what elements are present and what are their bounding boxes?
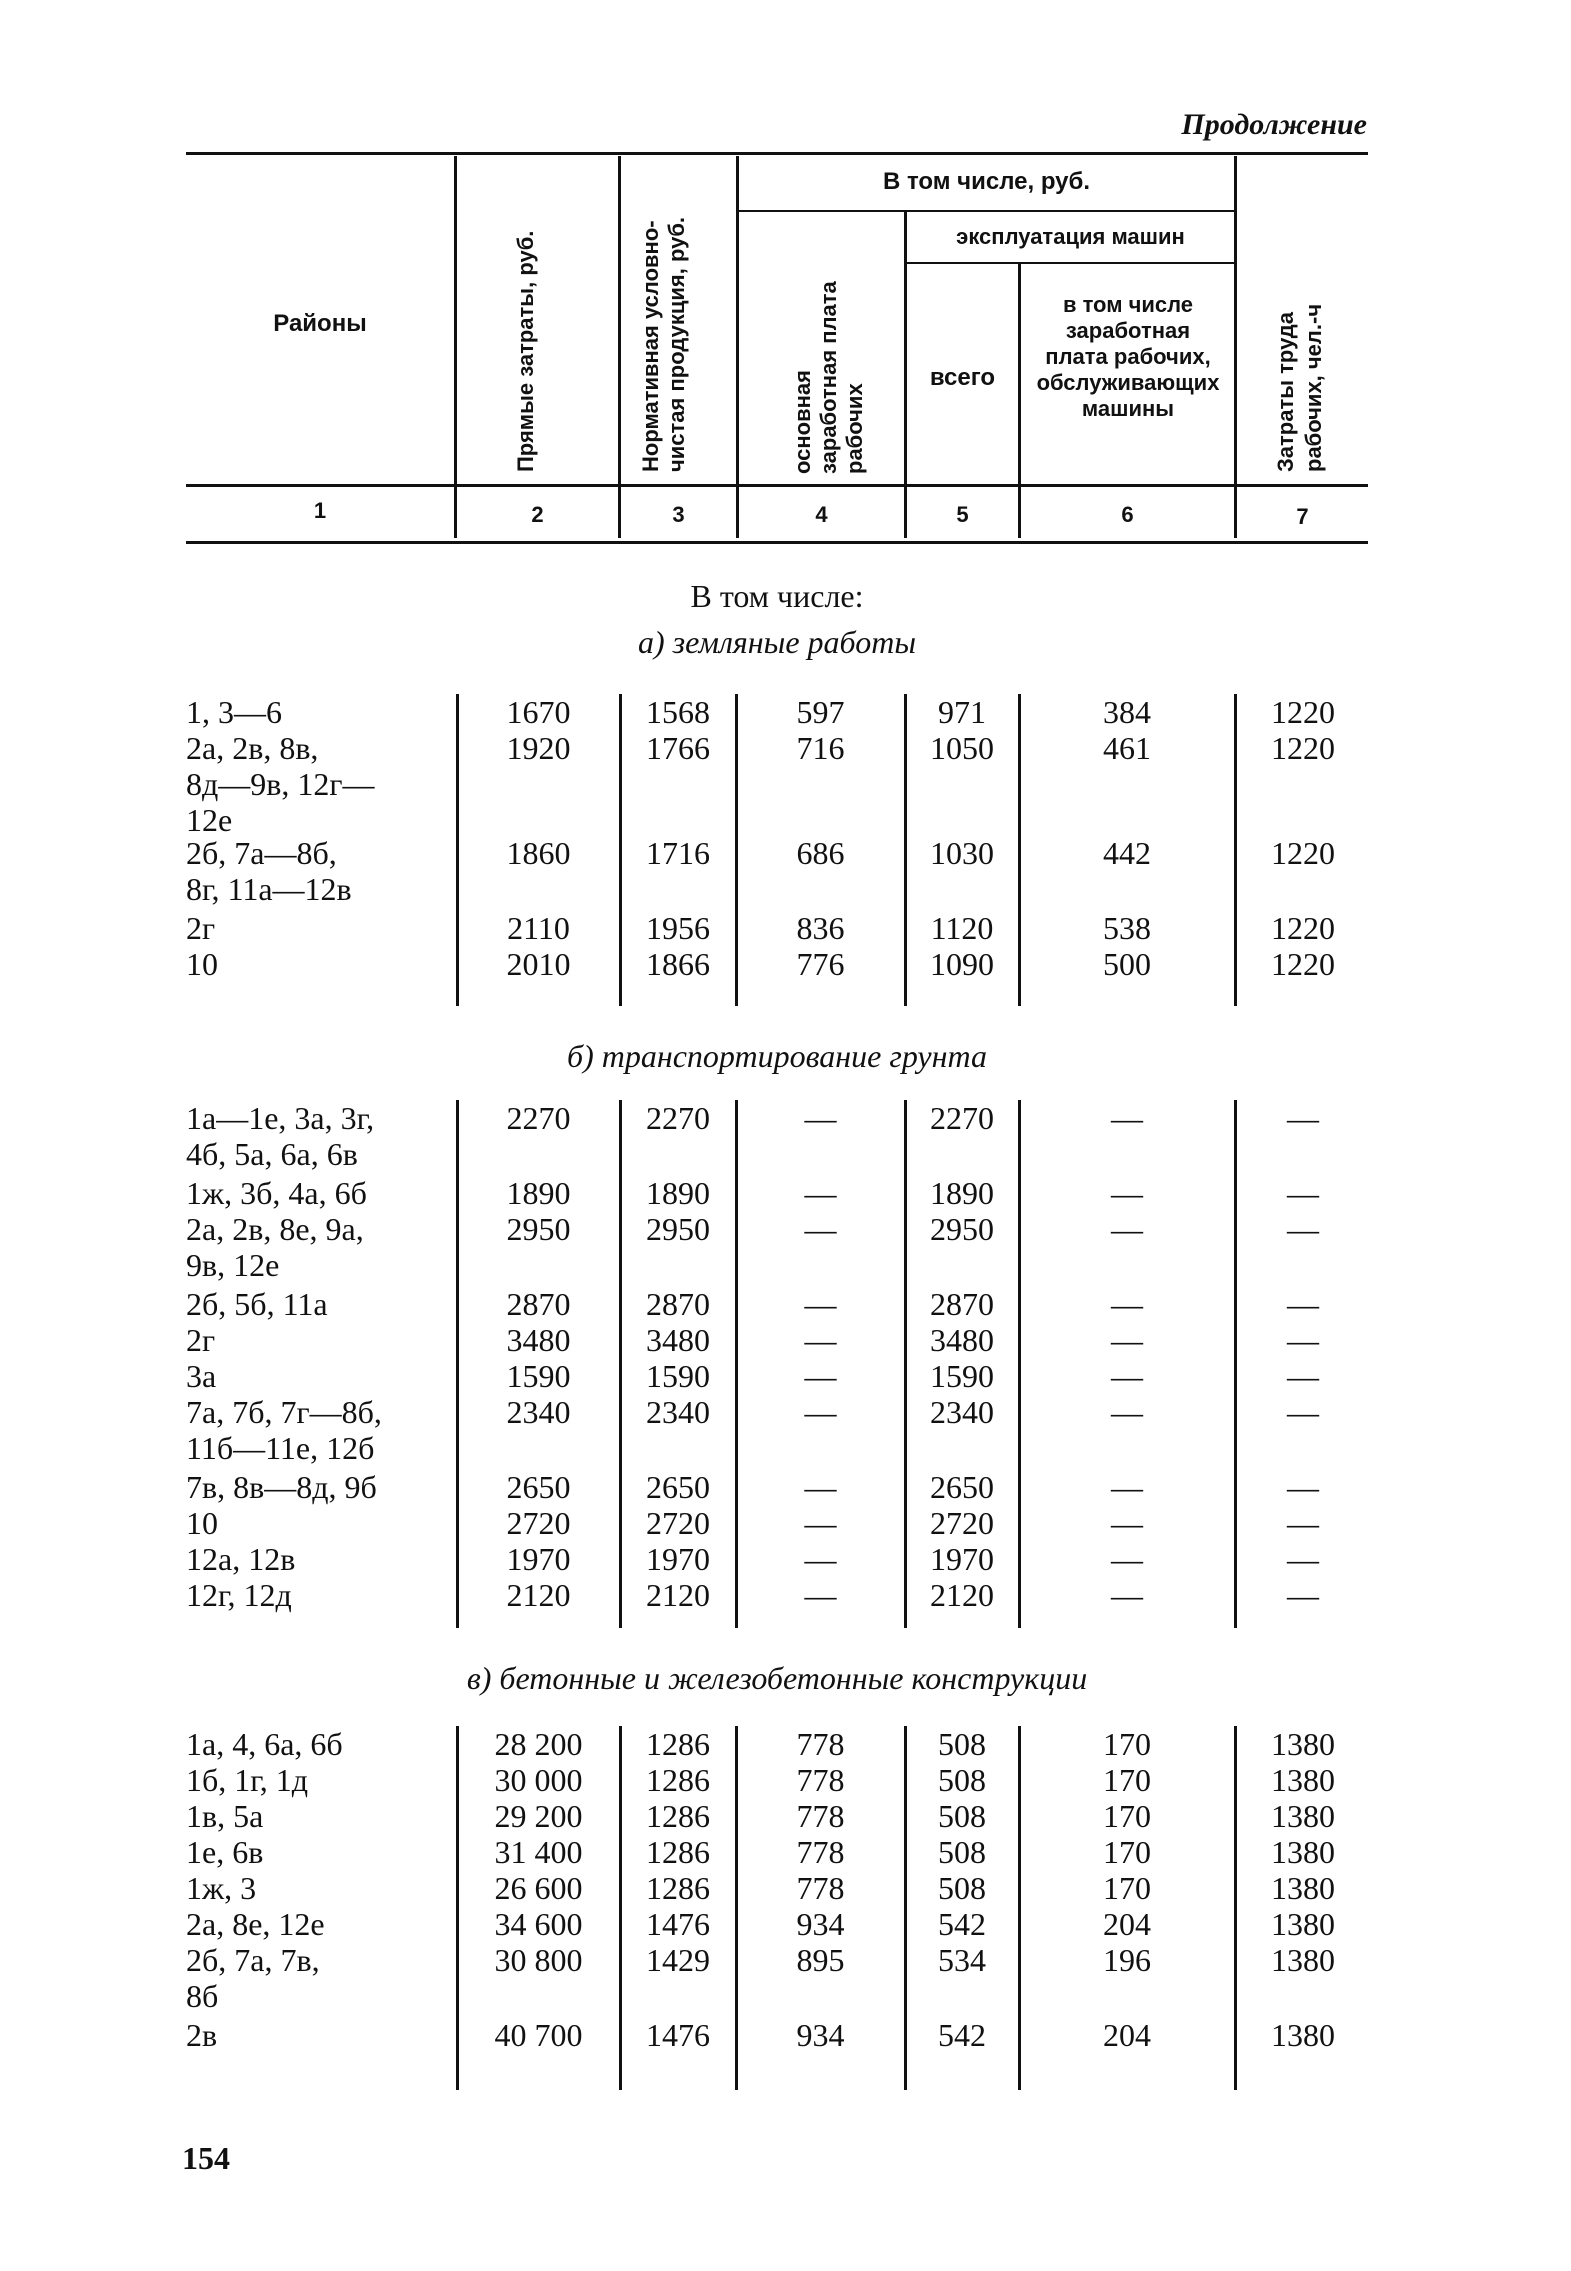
value-cell-c2: 1920 — [506, 730, 571, 766]
value-cell-c2: 30 800 — [494, 1942, 583, 1978]
value-cell-c6: 196 — [1103, 1942, 1151, 1978]
value-cell-c7: — — [1287, 1541, 1319, 1577]
value-cell-c4: 778 — [796, 1834, 845, 1870]
value-cell-c6: — — [1111, 1577, 1143, 1613]
value-cell-c7: 1220 — [1271, 730, 1335, 766]
value-cell-c6: 461 — [1103, 730, 1151, 766]
value-cell-c6: 538 — [1103, 910, 1151, 946]
header-machine-operator-wages: в том числе заработная плата рабочих, обслуживающих машины — [1036, 292, 1220, 421]
value-cell-c7: 1220 — [1271, 694, 1335, 730]
value-cell-c6: 170 — [1103, 1798, 1151, 1834]
region-cell: 2а, 8е, 12е — [186, 1906, 325, 1942]
column-divider — [904, 1100, 907, 1628]
region-cell: 7в, 8в—8д, 9б — [186, 1469, 377, 1505]
column-divider — [619, 1726, 622, 2090]
value-cell-c2: 31 400 — [494, 1834, 583, 1870]
value-cell-c4: 778 — [796, 1798, 845, 1834]
value-cell-c6: — — [1111, 1358, 1143, 1394]
region-cell: 2г — [186, 1322, 216, 1358]
value-cell-c2: 28 200 — [494, 1726, 583, 1762]
value-cell-c4: — — [804, 1286, 837, 1322]
value-cell-c3: 1286 — [646, 1834, 710, 1870]
value-cell-c4: 686 — [796, 835, 845, 871]
value-cell-c2: 2950 — [506, 1211, 571, 1247]
header-machines-group: эксплуатация машин — [956, 224, 1185, 249]
value-cell-c4: — — [804, 1322, 837, 1358]
value-cell-c2: 1590 — [506, 1358, 571, 1394]
value-cell-c3: 2270 — [646, 1100, 710, 1136]
value-cell-c3: 3480 — [646, 1322, 710, 1358]
column-divider — [904, 1726, 907, 2090]
region-cell: 7а, 7б, 7г—8б, 11б—11е, 12б — [186, 1394, 382, 1466]
value-cell-c2: 2340 — [506, 1394, 571, 1430]
value-cell-c5: 1970 — [930, 1541, 994, 1577]
value-cell-c4: 778 — [796, 1726, 845, 1762]
value-cell-c5: 1090 — [930, 946, 994, 982]
value-cell-c3: 1568 — [646, 694, 710, 730]
value-cell-c7: — — [1287, 1175, 1319, 1211]
value-cell-c4: 836 — [796, 910, 845, 946]
value-cell-c3: 1766 — [646, 730, 710, 766]
value-cell-c5: 1590 — [930, 1358, 994, 1394]
value-cell-c6: — — [1111, 1394, 1143, 1430]
value-cell-c6: — — [1111, 1505, 1143, 1541]
column-number-5: 5 — [956, 502, 969, 527]
region-cell: 1е, 6в — [186, 1834, 264, 1870]
value-cell-c5: 534 — [938, 1942, 986, 1978]
value-cell-c3: 1970 — [646, 1541, 710, 1577]
value-cell-c3: 1866 — [646, 946, 710, 982]
value-cell-c7: — — [1287, 1286, 1319, 1322]
header-normative-product: Нормативная условно-чистая продукция, руб. — [638, 216, 689, 472]
region-cell: 12г, 12д — [186, 1577, 292, 1613]
value-cell-c4: 776 — [796, 946, 845, 982]
value-cell-c5: 971 — [938, 694, 986, 730]
region-cell: 2а, 2в, 8е, 9а, 9в, 12е — [186, 1211, 364, 1283]
value-cell-c3: 2870 — [646, 1286, 710, 1322]
value-cell-c6: — — [1111, 1286, 1143, 1322]
value-cell-c4: — — [804, 1211, 837, 1247]
column-number-1: 1 — [313, 498, 327, 523]
value-cell-c7: 1220 — [1271, 835, 1335, 871]
value-cell-c6: 204 — [1103, 2017, 1151, 2053]
region-cell: 2б, 7а, 7в, 8б — [186, 1942, 320, 2014]
value-cell-c4: 597 — [796, 694, 845, 730]
value-cell-c6: — — [1111, 1211, 1143, 1247]
value-cell-c5: 1030 — [930, 835, 994, 871]
region-cell: 2в — [186, 2017, 218, 2053]
header-including-group: В том числе, руб. — [882, 168, 1091, 195]
value-cell-c2: 26 600 — [494, 1870, 583, 1906]
header-labor-costs: Затраты труда рабочих, чел.-ч — [1273, 303, 1326, 472]
region-cell: 3а — [186, 1358, 217, 1394]
column-divider — [735, 1100, 738, 1628]
value-cell-c7: 1380 — [1271, 1762, 1335, 1798]
value-cell-c5: 508 — [938, 1762, 986, 1798]
value-cell-c5: 508 — [938, 1870, 986, 1906]
value-cell-c6: — — [1111, 1469, 1143, 1505]
value-cell-c3: 1286 — [646, 1798, 710, 1834]
header-direct-costs: Прямые затраты, руб. — [513, 230, 538, 472]
value-cell-c5: 1120 — [930, 910, 994, 946]
region-cell: 1в, 5а — [186, 1798, 264, 1834]
region-cell: 1, 3—6 — [186, 694, 282, 730]
column-divider — [456, 694, 459, 1006]
value-cell-c5: 2720 — [930, 1505, 994, 1541]
value-cell-c2: 29 200 — [494, 1798, 583, 1834]
value-cell-c6: 442 — [1103, 835, 1151, 871]
value-cell-c5: 3480 — [930, 1322, 994, 1358]
value-cell-c7: — — [1287, 1577, 1319, 1613]
value-cell-c7: 1380 — [1271, 1870, 1335, 1906]
region-cell: 1б, 1г, 1д — [186, 1762, 309, 1798]
value-cell-c2: 34 600 — [494, 1906, 583, 1942]
column-divider — [735, 694, 738, 1006]
section-c-title: в) бетонные и железобетонные конструкции — [466, 1660, 1088, 1696]
value-cell-c2: 2120 — [506, 1577, 571, 1613]
column-number-2: 2 — [531, 502, 544, 527]
value-cell-c2: 2010 — [506, 946, 571, 982]
value-cell-c3: 1890 — [646, 1175, 710, 1211]
value-cell-c6: 204 — [1103, 1906, 1151, 1942]
value-cell-c3: 1286 — [646, 1726, 710, 1762]
value-cell-c7: 1220 — [1271, 910, 1335, 946]
value-cell-c4: 934 — [796, 1906, 845, 1942]
value-cell-c5: 2650 — [930, 1469, 994, 1505]
value-cell-c6: 500 — [1103, 946, 1151, 982]
continuation-label: Продолжение — [1181, 108, 1367, 141]
value-cell-c7: — — [1287, 1100, 1319, 1136]
value-cell-c5: 1050 — [930, 730, 994, 766]
value-cell-c3: 1286 — [646, 1762, 710, 1798]
value-cell-c2: 30 000 — [494, 1762, 583, 1798]
value-cell-c7: 1380 — [1271, 1726, 1335, 1762]
region-cell: 2б, 7а—8б, 8г, 11а—12в — [186, 835, 352, 907]
value-cell-c4: 716 — [796, 730, 845, 766]
value-cell-c5: 2870 — [930, 1286, 994, 1322]
value-cell-c7: 1380 — [1271, 1798, 1335, 1834]
column-divider — [1234, 1726, 1237, 2090]
value-cell-c7: — — [1287, 1322, 1319, 1358]
header-base-wages: основная заработная плата рабочих — [790, 281, 867, 474]
value-cell-c6: 170 — [1103, 1834, 1151, 1870]
column-divider — [735, 1726, 738, 2090]
value-cell-c7: — — [1287, 1469, 1319, 1505]
column-divider — [1234, 1100, 1237, 1628]
value-cell-c3: 2650 — [646, 1469, 710, 1505]
value-cell-c7: 1380 — [1271, 2017, 1335, 2053]
region-cell: 10 — [186, 946, 218, 982]
section-c-table — [186, 1726, 1368, 2090]
value-cell-c5: 2270 — [930, 1100, 994, 1136]
value-cell-c7: 1380 — [1271, 1942, 1335, 1978]
value-cell-c4: — — [804, 1175, 837, 1211]
column-divider — [1018, 1726, 1021, 2090]
value-cell-c4: — — [804, 1100, 837, 1136]
value-cell-c6: 170 — [1103, 1870, 1151, 1906]
value-cell-c3: 2950 — [646, 1211, 710, 1247]
value-cell-c4: 934 — [796, 2017, 845, 2053]
value-cell-c5: 2120 — [930, 1577, 994, 1613]
value-cell-c5: 542 — [938, 2017, 986, 2053]
region-cell: 12а, 12в — [186, 1541, 296, 1577]
value-cell-c5: 508 — [938, 1834, 986, 1870]
value-cell-c7: — — [1287, 1211, 1319, 1247]
value-cell-c2: 1670 — [506, 694, 571, 730]
value-cell-c5: 508 — [938, 1726, 986, 1762]
table-header — [186, 152, 1368, 544]
value-cell-c3: 1476 — [646, 1906, 710, 1942]
column-divider — [456, 1726, 459, 2090]
value-cell-c4: 778 — [796, 1762, 845, 1798]
value-cell-c6: — — [1111, 1322, 1143, 1358]
value-cell-c2: 2720 — [506, 1505, 571, 1541]
value-cell-c4: — — [804, 1577, 837, 1613]
value-cell-c2: 2650 — [506, 1469, 571, 1505]
value-cell-c7: 1220 — [1271, 946, 1335, 982]
region-cell: 1ж, 3 — [186, 1870, 257, 1906]
section-a-table — [186, 694, 1368, 1006]
value-cell-c2: 2270 — [506, 1100, 571, 1136]
region-cell: 2а, 2в, 8в, 8д—9в, 12г— 12е — [186, 730, 375, 838]
region-cell: 1ж, 3б, 4а, 6б — [186, 1175, 367, 1211]
column-number-7: 7 — [1296, 504, 1309, 529]
value-cell-c6: 170 — [1103, 1762, 1151, 1798]
value-cell-c2: 2870 — [506, 1286, 571, 1322]
region-cell: 10 — [186, 1505, 218, 1541]
column-divider — [1234, 694, 1237, 1006]
column-number-6: 6 — [1121, 502, 1134, 527]
value-cell-c3: 1956 — [646, 910, 710, 946]
value-cell-c7: — — [1287, 1394, 1319, 1430]
section-b-table — [186, 1100, 1368, 1628]
value-cell-c2: 1890 — [506, 1175, 571, 1211]
page-number: 154 — [182, 2140, 230, 2176]
value-cell-c3: 2340 — [646, 1394, 710, 1430]
value-cell-c5: 2950 — [930, 1211, 994, 1247]
column-divider — [904, 694, 907, 1006]
value-cell-c4: — — [804, 1469, 837, 1505]
value-cell-c2: 1860 — [506, 835, 571, 871]
column-divider — [1018, 694, 1021, 1006]
value-cell-c6: — — [1111, 1541, 1143, 1577]
value-cell-c2: 1970 — [506, 1541, 571, 1577]
value-cell-c2: 2110 — [507, 910, 570, 946]
value-cell-c7: 1380 — [1271, 1834, 1335, 1870]
value-cell-c3: 1476 — [646, 2017, 710, 2053]
region-cell: 1а—1е, 3а, 3г, 4б, 5а, 6а, 6в — [186, 1100, 375, 1172]
value-cell-c4: — — [804, 1394, 837, 1430]
value-cell-c4: — — [804, 1505, 837, 1541]
header-machines-total: всего — [929, 364, 996, 391]
value-cell-c6: 170 — [1103, 1726, 1151, 1762]
value-cell-c3: 1429 — [646, 1942, 710, 1978]
value-cell-c5: 1890 — [930, 1175, 994, 1211]
column-divider — [619, 694, 622, 1006]
value-cell-c2: 3480 — [506, 1322, 571, 1358]
value-cell-c7: — — [1287, 1505, 1319, 1541]
value-cell-c7: 1380 — [1271, 1906, 1335, 1942]
value-cell-c4: — — [804, 1541, 837, 1577]
column-divider — [1018, 1100, 1021, 1628]
section-b-title: б) транспортирование грунта — [566, 1038, 987, 1074]
value-cell-c7: — — [1287, 1358, 1319, 1394]
value-cell-c6: — — [1111, 1175, 1143, 1211]
region-cell: 2б, 5б, 11а — [186, 1286, 328, 1322]
value-cell-c3: 2120 — [646, 1577, 710, 1613]
value-cell-c4: — — [804, 1358, 837, 1394]
region-cell: 1а, 4, 6а, 6б — [186, 1726, 343, 1762]
value-cell-c5: 542 — [938, 1906, 986, 1942]
value-cell-c6: 384 — [1103, 694, 1151, 730]
value-cell-c3: 1716 — [646, 835, 710, 871]
column-divider — [619, 1100, 622, 1628]
value-cell-c2: 40 700 — [494, 2017, 583, 2053]
intro-label: В том числе: — [690, 578, 864, 614]
value-cell-c3: 2720 — [646, 1505, 710, 1541]
value-cell-c5: 2340 — [930, 1394, 994, 1430]
value-cell-c4: 895 — [796, 1942, 845, 1978]
region-cell: 2г — [186, 910, 216, 946]
section-a-title: а) земляные работы — [638, 624, 916, 660]
value-cell-c4: 778 — [796, 1870, 845, 1906]
column-divider — [456, 1100, 459, 1628]
value-cell-c3: 1286 — [646, 1870, 710, 1906]
column-number-4: 4 — [815, 502, 828, 527]
column-number-3: 3 — [672, 502, 685, 527]
value-cell-c3: 1590 — [646, 1358, 710, 1394]
header-regions: Районы — [273, 310, 367, 337]
value-cell-c5: 508 — [938, 1798, 986, 1834]
value-cell-c6: — — [1111, 1100, 1143, 1136]
